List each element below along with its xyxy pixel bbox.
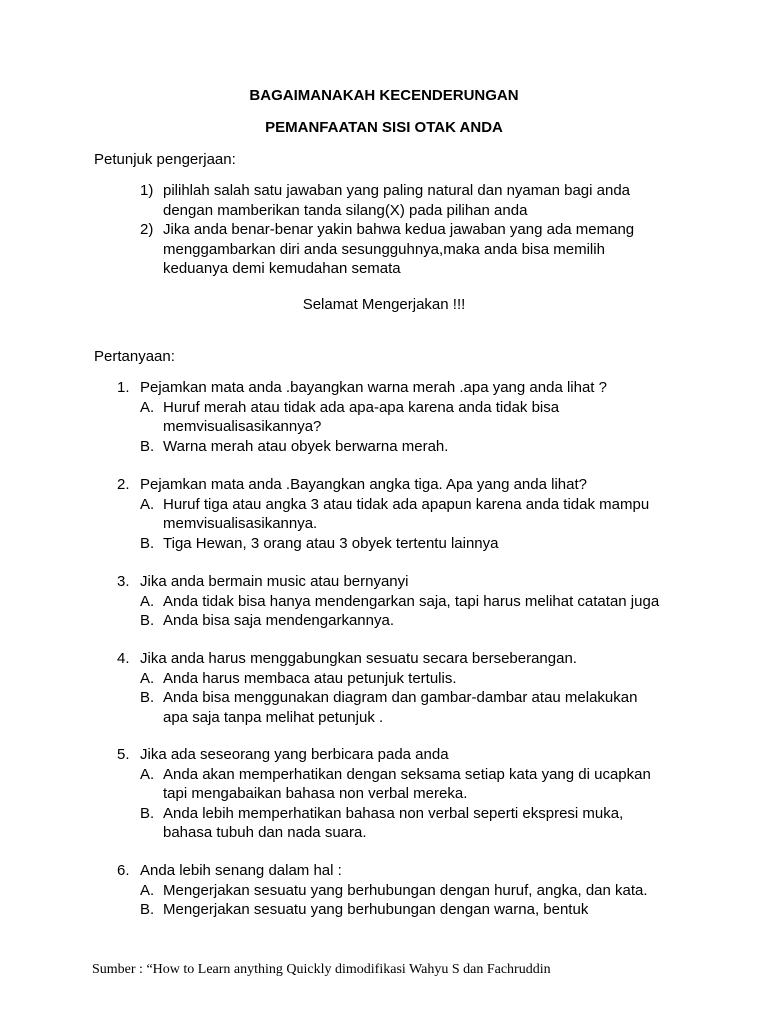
- option-label: A.: [140, 592, 155, 610]
- option-text: tapi mengabaikan bahasa non verbal mereka.: [163, 785, 468, 802]
- question-text: Jika anda bermain music atau bernyanyi: [140, 573, 409, 590]
- option-text: Huruf tiga atau angka 3 atau tidak ada apapun karena anda tidak mampu: [163, 495, 650, 513]
- option-text: Anda bisa saja mendengarkannya.: [163, 612, 394, 629]
- question-5: [117, 745, 717, 843]
- option-label: A.: [140, 398, 155, 416]
- option-a: [140, 765, 717, 804]
- question-number: 2.: [117, 476, 130, 493]
- instruction-item-2: [140, 220, 700, 279]
- instruction-text: dengan mamberikan tanda silang(X) pada pilihan anda: [163, 201, 528, 219]
- option-label: B.: [140, 534, 155, 552]
- option-text: Mengerjakan sesuatu yang berhubungan dengan huruf, angka, dan kata.: [163, 881, 648, 899]
- option-text: Anda tidak bisa hanya mendengarkan saja, tapi harus melihat catatan juga: [163, 592, 660, 610]
- question-number: 4.: [117, 650, 130, 667]
- option-text: Warna merah atau obyek berwarna merah.: [163, 437, 449, 455]
- instruction-item-1: [140, 181, 700, 220]
- option-label: B.: [140, 612, 155, 629]
- option-label: B.: [140, 901, 155, 918]
- question-text: Jika anda harus menggabungkan sesuatu secara berseberangan.: [140, 650, 577, 667]
- option-label: A.: [140, 765, 155, 783]
- option-label: B.: [140, 689, 155, 706]
- question-number: 1.: [117, 379, 130, 396]
- option-a: [140, 495, 717, 534]
- question-3: [117, 572, 717, 631]
- option-text: Anda lebih memperhatikan bahasa non verbal seperti ekspresi muka,: [163, 804, 624, 822]
- instructions-heading: Petunjuk pengerjaan:: [94, 151, 236, 168]
- option-a: [140, 592, 717, 612]
- option-label: A.: [140, 881, 155, 899]
- option-b: [140, 804, 717, 843]
- option-b: [140, 437, 717, 457]
- instruction-text: pilihlah salah satu jawaban yang paling natural dan nyaman bagi anda: [163, 182, 631, 199]
- option-text: memvisualisasikannya.: [163, 515, 318, 532]
- instruction-number: 1): [140, 182, 154, 199]
- question-text: Anda lebih senang dalam hal :: [140, 862, 342, 879]
- option-b: [140, 900, 717, 920]
- instruction-text: Jika anda benar-benar yakin bahwa kedua jawaban yang ada memang: [163, 221, 635, 238]
- question-text: Jika ada seseorang yang berbicara pada anda: [140, 746, 449, 763]
- instruction-text: keduanya demi kemudahan semata: [163, 260, 401, 277]
- question-number: 3.: [117, 573, 130, 590]
- question-text: Pejamkan mata anda .Bayangkan angka tiga. Apa yang anda lihat?: [140, 476, 587, 493]
- instruction-number: 2): [140, 221, 154, 238]
- questions-heading: Pertanyaan:: [94, 348, 175, 365]
- option-a: [140, 398, 717, 437]
- option-text: bahasa tubuh dan nada suara.: [163, 824, 367, 841]
- document-title-line1: BAGAIMANAKAH KECENDERUNGAN: [249, 87, 519, 104]
- option-label: A.: [140, 669, 155, 687]
- question-number: 5.: [117, 746, 130, 763]
- option-text: Anda bisa menggunakan diagram dan gambar-dambar atau melakukan: [163, 689, 638, 706]
- question-6: [117, 861, 717, 920]
- question-4: [117, 649, 717, 727]
- document-title-line2: PEMANFAATAN SISI OTAK ANDA: [265, 119, 503, 136]
- option-text: Huruf merah atau tidak ada apa-apa karena anda tidak bisa: [163, 398, 560, 416]
- closing-text: Selamat Mengerjakan !!!: [302, 296, 466, 313]
- option-label: A.: [140, 495, 155, 513]
- option-text: Tiga Hewan, 3 orang atau 3 obyek tertentu lainnya: [163, 534, 499, 552]
- option-text: Anda harus membaca atau petunjuk tertulis.: [163, 669, 457, 687]
- question-2: [117, 475, 717, 553]
- option-b: [140, 688, 717, 727]
- option-text: Anda akan memperhatikan dengan seksama setiap kata yang di ucapkan: [163, 765, 651, 783]
- question-number: 6.: [117, 862, 130, 879]
- source-footer: Sumber : “How to Learn anything Quickly dimodifikasi Wahyu S dan Fachruddin: [92, 962, 551, 977]
- option-label: B.: [140, 804, 155, 822]
- option-text: apa saja tanpa melihat petunjuk .: [163, 708, 384, 726]
- option-a: [140, 881, 717, 901]
- option-text: Mengerjakan sesuatu yang berhubungan dengan warna, bentuk: [163, 901, 589, 918]
- instruction-text: menggambarkan diri anda sesungguhnya,maka anda bisa memilih: [163, 240, 605, 258]
- option-label: B.: [140, 437, 155, 455]
- option-b: [140, 611, 717, 631]
- question-text: Pejamkan mata anda .bayangkan warna merah .apa yang anda lihat ?: [140, 379, 607, 396]
- option-a: [140, 669, 717, 689]
- option-b: [140, 534, 717, 554]
- option-text: memvisualisasikannya?: [163, 418, 322, 435]
- question-1: [117, 378, 717, 456]
